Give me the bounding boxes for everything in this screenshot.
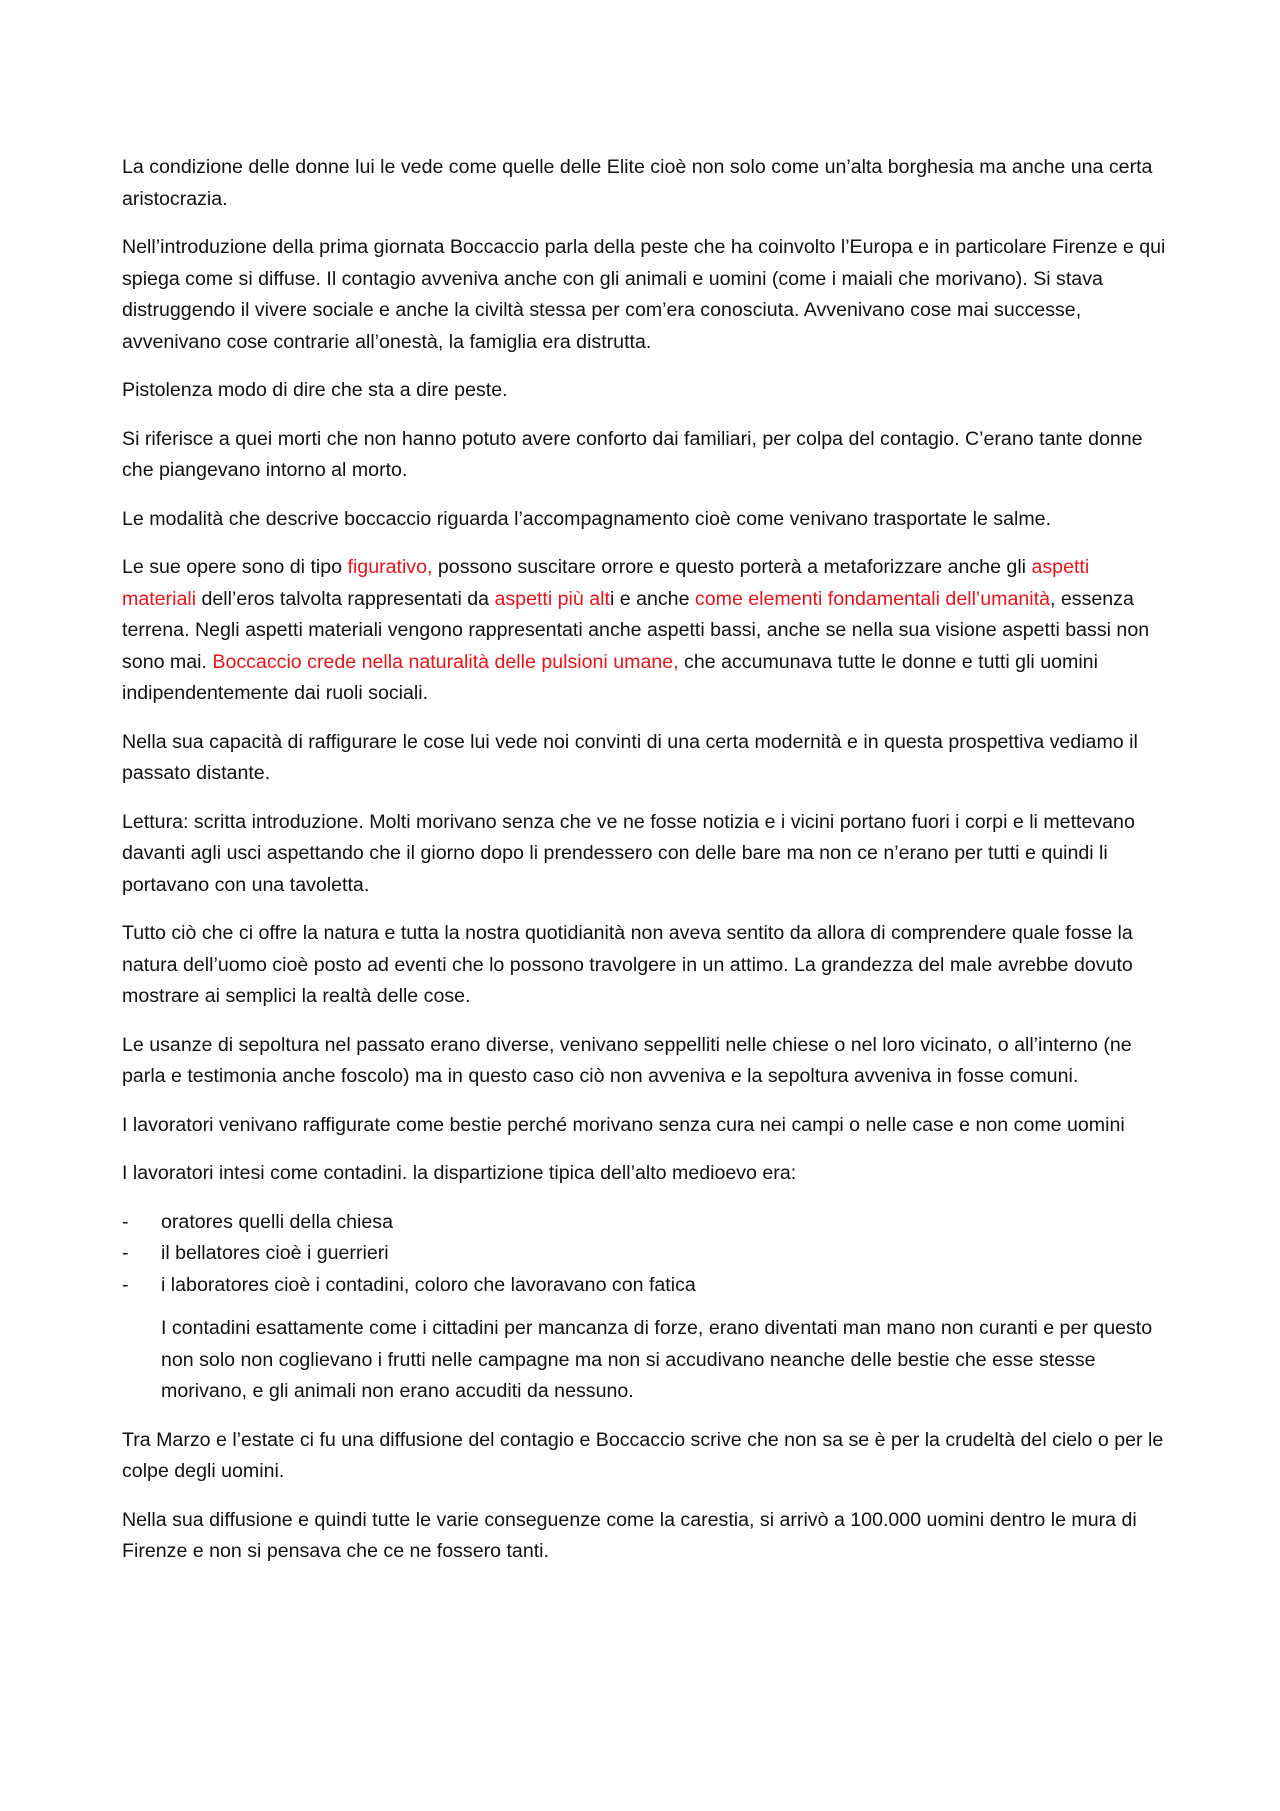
paragraph: Si riferisce a quei morti che non hanno potuto avere conforto dai familiari, per colpa del contagio. C’erano tante donne che piangevano intorno al morto. xyxy=(122,427,1143,481)
text-run: che accumunava tutte le donne e tutti gli uomini indipendentemente dai ruoli sociali. xyxy=(122,650,1098,704)
paragraph: Nell’introduzione della prima giornata Boccaccio parla della peste che ha coinvolto l’Europa e in particolare Firenze e qui spiega come si diffuse. Il contagio avveniva anche con gli animali e uomini (come i maiali che morivano). Si stava distruggendo il vivere sociale e anche la civiltà stessa per com’era conosciuta. Avvenivano cose mai successe, avvenivano cose contrarie all’onestà, la famiglia era distrutta. xyxy=(122,236,1166,353)
list-marker: - xyxy=(122,1210,129,1233)
text-run: , essenza terrena. Negli aspetti materiali vengono rappresentati anche aspetti bassi, anche se nella sua visione aspetti bassi non sono mai. xyxy=(122,587,1150,673)
document-page xyxy=(122,152,1167,1585)
highlighted-text: aspetti più alt xyxy=(494,587,610,610)
text-run: dell’eros talvolta rappresentati da xyxy=(196,587,495,610)
text-run: possono suscitare orrore e questo porterà a metaforizzare anche gli xyxy=(432,556,1032,578)
paragraph: Tutto ciò che ci offre la natura e tutta la nostra quotidianità non aveva sentito da allora di comprendere quale fosse la natura dell’uomo cioè posto ad eventi che lo possono travolgere in un attimo. La grandezza del male avrebbe dovuto mostrare ai semplici la realtà delle cose. xyxy=(122,922,1133,1007)
list-item-text: i laboratores cioè i contadini, coloro che lavoravano con fatica xyxy=(161,1273,696,1296)
list-item-text: il bellatores cioè i guerrieri xyxy=(161,1242,389,1264)
paragraph: I lavoratori intesi come contadini. la dispartizione tipica dell’alto medioevo era: xyxy=(122,1162,797,1184)
list-marker: - xyxy=(122,1273,129,1296)
paragraph: Nella sua diffusione e quindi tutte le varie conseguenze come la carestia, si arrivò a 100.000 uomini dentro le mura di Firenze e non si pensava che ce ne fossero tanti. xyxy=(122,1508,1137,1562)
paragraph: Le usanze di sepoltura nel passato erano diverse, venivano seppelliti nelle chiese o nel loro vicinato, o all’interno (ne parla e testimonia anche foscolo) ma in questo caso ciò non avveniva e la sepoltura avveniva in fosse comuni. xyxy=(122,1033,1132,1087)
highlighted-text: Boccaccio crede nella naturalità delle pulsioni umane, xyxy=(212,650,679,673)
paragraph-highlighted xyxy=(122,552,1167,710)
list-item-text: oratores quelli della chiesa xyxy=(161,1210,393,1233)
highlighted-text: aspetti materiali xyxy=(122,556,1090,610)
paragraph: Tra Marzo e l’estate ci fu una diffusione del contagio e Boccaccio scrive che non sa se è per la crudeltà del cielo o per le colpe degli uomini. xyxy=(122,1428,1164,1482)
paragraph: La condizione delle donne lui le vede come quelle delle Elite cioè non solo come un’alta borghesia ma anche una certa aristocrazia. xyxy=(122,156,1153,210)
paragraph: Pistolenza modo di dire che sta a dire peste. xyxy=(122,379,508,401)
text-run: i e anche xyxy=(609,587,695,610)
paragraph: Le modalità che descrive boccaccio riguarda l’accompagnamento cioè come venivano trasportate le salme. xyxy=(122,507,1052,530)
list-item xyxy=(122,1207,1167,1239)
highlighted-text: come elementi fondamentali dell’umanità xyxy=(694,587,1050,610)
paragraph: Lettura: scritta introduzione. Molti morivano senza che ve ne fosse notizia e i vicini portano fuori i corpi e li mettevano davanti agli usci aspettando che il giorno dopo li prendessero con delle bare ma non ce n’erano per tutti e quindi li portavano con una tavoletta. xyxy=(122,810,1135,896)
list-marker: - xyxy=(122,1242,129,1264)
dash-list xyxy=(122,1207,1167,1302)
paragraph: I lavoratori venivano raffigurate come bestie perché morivano senza cura nei campi o nelle case e non come uomini xyxy=(122,1113,1125,1136)
highlighted-text: figurativo, xyxy=(347,556,433,578)
list-item xyxy=(122,1270,1167,1302)
text-run: Le sue opere sono di tipo xyxy=(122,556,348,578)
list-item xyxy=(122,1238,1167,1270)
indented-paragraph: I contadini esattamente come i cittadini per mancanza di forze, erano diventati man mano non curanti e per questo non solo non coglievano i frutti nelle campagne ma non si accudivano neanche delle bestie che esse stesse morivano, e gli animali non erano accuditi da nessuno. xyxy=(161,1317,1153,1402)
paragraph: Nella sua capacità di raffigurare le cose lui vede noi convinti di una certa modernità e in questa prospettiva vediamo il passato distante. xyxy=(122,730,1138,784)
